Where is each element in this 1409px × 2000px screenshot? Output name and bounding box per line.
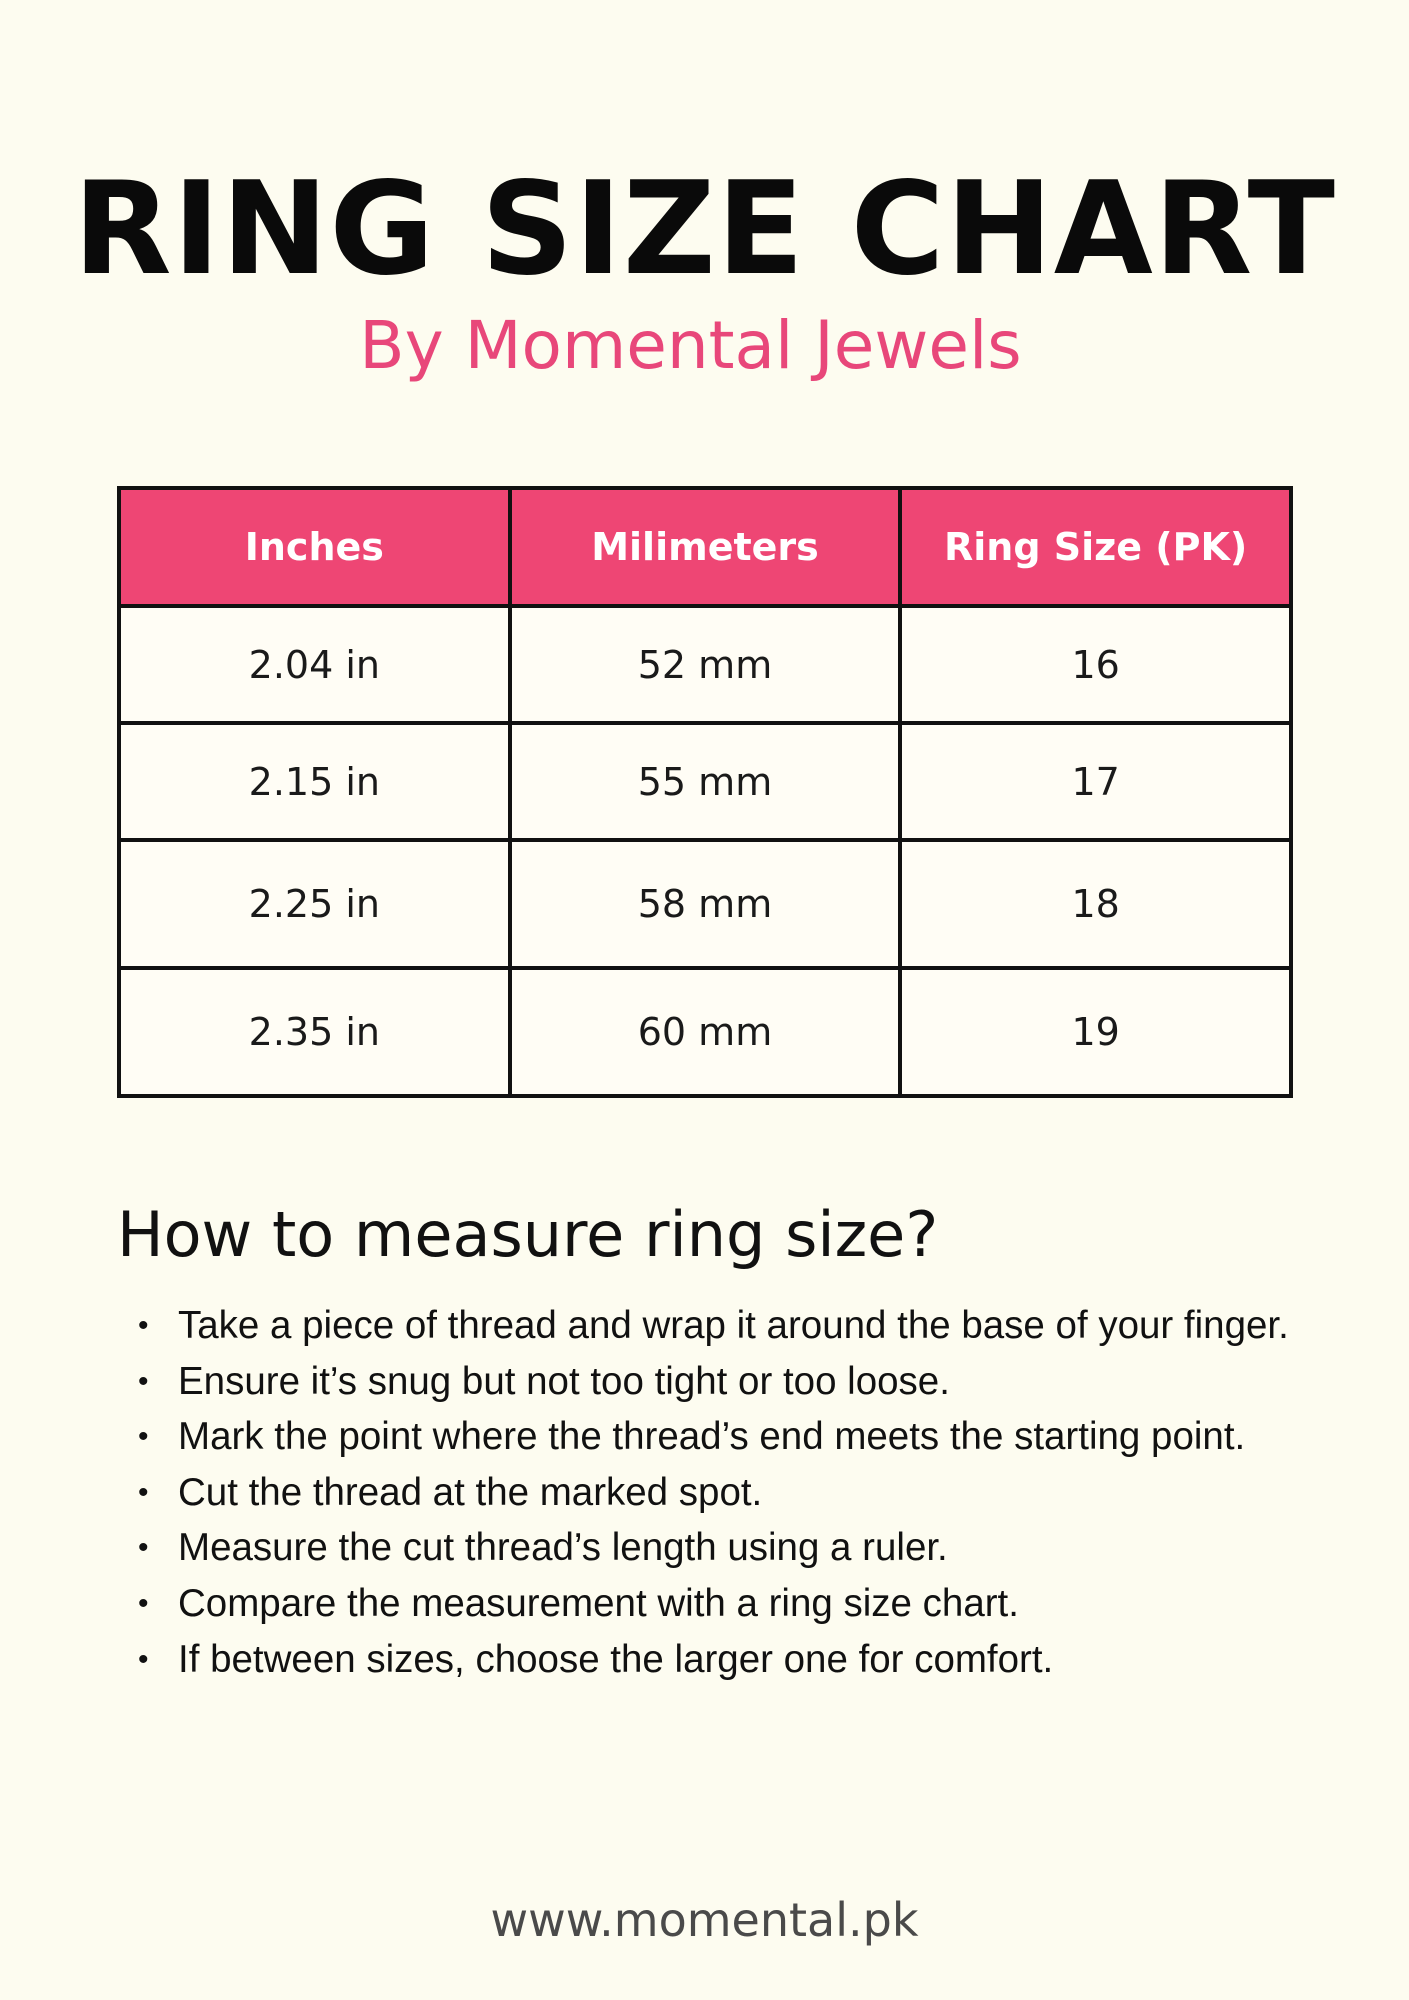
ring-size-table <box>117 486 1293 1098</box>
step-text: If between sizes, choose the larger one for comfort. <box>178 1637 1054 1681</box>
step-text: Ensure it’s snug but not too tight or too loose. <box>178 1359 950 1403</box>
page-title: RING SIZE CHART <box>73 155 1336 304</box>
bullet-icon: • <box>138 1364 149 1398</box>
measurement-steps-list <box>138 1298 1378 1687</box>
table-row <box>119 968 1291 1096</box>
bullet-icon: • <box>138 1642 149 1676</box>
howto-heading: How to measure ring size? <box>117 1198 939 1271</box>
column-header-ring-size: Ring Size (PK) <box>900 488 1291 606</box>
table-row <box>119 606 1291 723</box>
bullet-icon: • <box>138 1531 149 1565</box>
step-text: Take a piece of thread and wrap it around the base of your finger. <box>178 1304 1289 1347</box>
cell-inches: 2.04 in <box>119 606 510 723</box>
column-header-inches: Inches <box>119 488 510 606</box>
step-text: Cut the thread at the marked spot. <box>178 1470 763 1514</box>
bullet-icon: • <box>138 1475 149 1509</box>
list-item <box>138 1465 1378 1521</box>
table-row <box>119 723 1291 840</box>
list-item <box>138 1409 1378 1465</box>
cell-ring-size: 16 <box>900 606 1291 723</box>
bullet-icon: • <box>138 1586 149 1620</box>
list-item <box>138 1632 1378 1688</box>
cell-millimeters: 60 mm <box>510 968 901 1096</box>
cell-millimeters: 58 mm <box>510 840 901 968</box>
cell-ring-size: 19 <box>900 968 1291 1096</box>
list-item <box>138 1298 1378 1354</box>
step-text: Mark the point where the thread’s end meets the starting point. <box>178 1415 1246 1459</box>
cell-inches: 2.35 in <box>119 968 510 1096</box>
cell-ring-size: 18 <box>900 840 1291 968</box>
bullet-icon: • <box>138 1309 149 1342</box>
cell-millimeters: 52 mm <box>510 606 901 723</box>
cell-inches: 2.25 in <box>119 840 510 968</box>
website-link[interactable]: www.momental.pk <box>490 1893 919 1947</box>
cell-millimeters: 55 mm <box>510 723 901 840</box>
step-text: Measure the cut thread’s length using a ruler. <box>178 1526 948 1570</box>
table-header-row <box>119 488 1291 606</box>
list-item <box>138 1354 1378 1410</box>
cell-ring-size: 17 <box>900 723 1291 840</box>
list-item <box>138 1576 1378 1632</box>
cell-inches: 2.15 in <box>119 723 510 840</box>
table-row <box>119 840 1291 968</box>
step-text: Compare the measurement with a ring size chart. <box>178 1581 1019 1625</box>
brand-subtitle: By Momental Jewels <box>359 307 1022 384</box>
bullet-icon: • <box>138 1420 149 1454</box>
column-header-millimeters: Milimeters <box>510 488 901 606</box>
list-item <box>138 1520 1378 1576</box>
